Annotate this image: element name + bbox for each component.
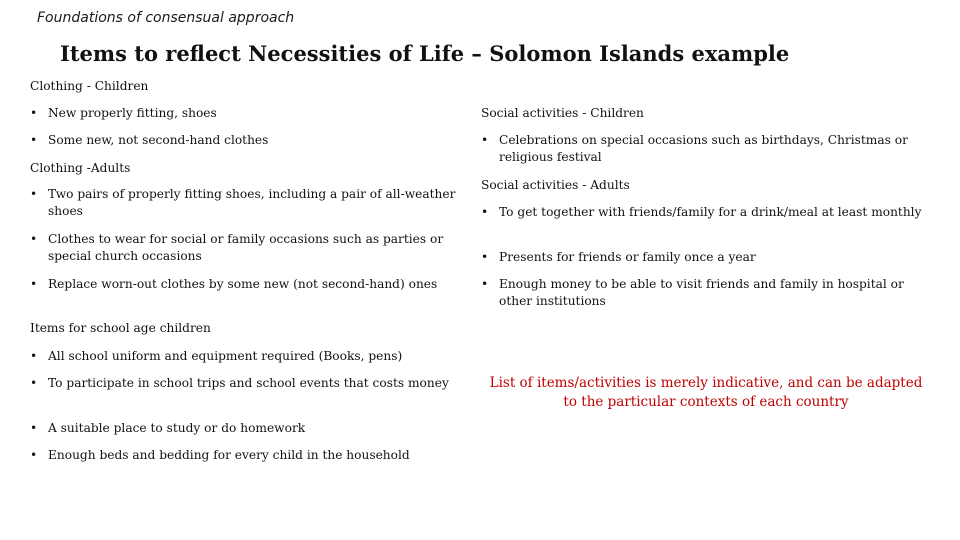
bullet-icon: •	[30, 421, 38, 435]
school-children-item-1	[30, 348, 470, 365]
bullet-icon: •	[481, 250, 489, 264]
section-heading: Clothing - Children	[30, 79, 149, 93]
list-item-text: Presents for friends or family once a year	[499, 250, 756, 264]
list-item-text: New properly fitting, shoes	[48, 106, 217, 120]
indicative-note: List of items/activities is merely indicative, and can be adapted to the particular contexts of each country	[489, 375, 923, 410]
clothing-children-item-1	[30, 105, 450, 122]
list-item-text: Replace worn-out clothes by some new (not second-hand) ones	[48, 277, 438, 291]
social-adults-item-3	[481, 276, 931, 310]
school-children-item-2	[30, 375, 460, 392]
clothing-adults-item-1	[30, 186, 460, 220]
bullet-icon: •	[30, 133, 38, 147]
clothing-children-item-2	[30, 132, 450, 149]
bullet-icon: •	[481, 205, 489, 219]
bullet-icon: •	[30, 232, 38, 246]
list-item-text: Enough beds and bedding for every child in the household	[48, 448, 410, 462]
bullet-icon: •	[30, 448, 38, 462]
clothing-adults-item-3	[30, 276, 460, 293]
social-children-heading	[481, 105, 644, 122]
list-item-text: Two pairs of properly fitting shoes, including a pair of all-weather shoes	[48, 187, 456, 218]
list-item-text: Enough money to be able to visit friends and family in hospital or other institutions	[499, 277, 904, 308]
list-item-text: Clothes to wear for social or family occasions such as parties or special church occasions	[48, 232, 444, 263]
school-children-item-4	[30, 447, 470, 464]
slide-title: Items to reflect Necessities of Life – Solomon Islands example	[60, 41, 790, 66]
list-item-text: A suitable place to study or do homework	[48, 421, 306, 435]
social-children-item-1	[481, 132, 931, 166]
bullet-icon: •	[481, 133, 489, 147]
clothing-adults-heading	[30, 160, 130, 177]
section-heading: Social activities - Adults	[481, 178, 630, 192]
bullet-icon: •	[30, 376, 38, 390]
school-children-item-3	[30, 420, 470, 437]
bullet-icon: •	[30, 106, 38, 120]
slide-kicker: Foundations of consensual approach	[37, 10, 295, 26]
clothing-children-heading	[30, 78, 148, 95]
social-adults-heading	[481, 177, 630, 194]
bullet-icon: •	[30, 277, 38, 291]
list-item-text: Celebrations on special occasions such as birthdays, Christmas or religious festival	[499, 133, 908, 164]
clothing-adults-item-2	[30, 231, 485, 265]
social-adults-item-2	[481, 249, 931, 266]
list-item-text: All school uniform and equipment required (Books, pens)	[48, 349, 403, 363]
list-item-text: Some new, not second-hand clothes	[48, 133, 269, 147]
social-adults-item-1	[481, 204, 931, 221]
section-heading: Social activities - Children	[481, 106, 644, 120]
bullet-icon: •	[481, 277, 489, 291]
bullet-icon: •	[30, 187, 38, 201]
section-heading: Items for school age children	[30, 321, 211, 335]
section-heading: Clothing -Adults	[30, 161, 131, 175]
list-item-text: To get together with friends/family for a drink/meal at least monthly	[499, 205, 922, 219]
school-children-heading	[30, 320, 211, 337]
bullet-icon: •	[30, 349, 38, 363]
list-item-text: To participate in school trips and school events that costs money	[48, 376, 449, 390]
